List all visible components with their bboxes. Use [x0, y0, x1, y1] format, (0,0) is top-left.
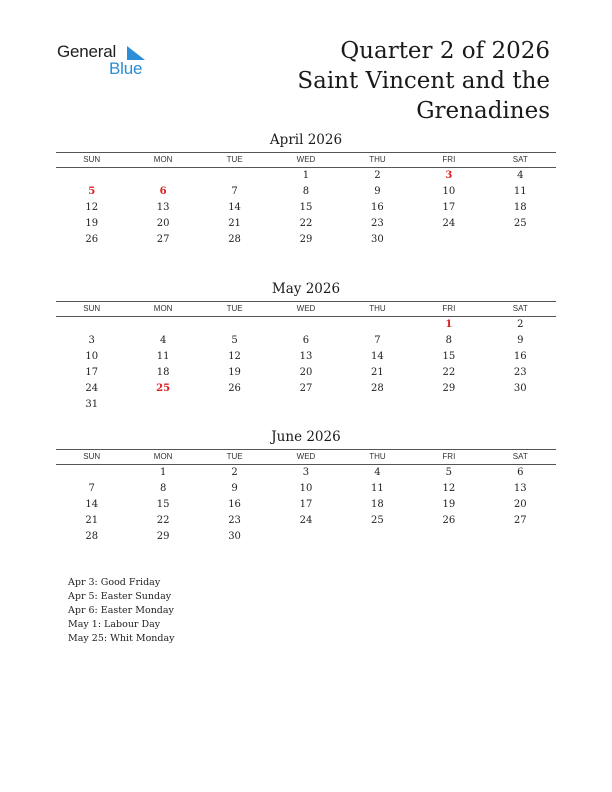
title-line-1: Quarter 2 of 2026: [340, 38, 550, 64]
weekday-label: WED: [296, 155, 316, 164]
day-cell: 27: [299, 383, 313, 394]
day-cell: 25: [371, 515, 384, 526]
weekday-label: TUE: [226, 155, 243, 164]
month-calendar: [56, 280, 556, 413]
day-cell: 27: [513, 515, 527, 526]
day-cell: 7: [88, 483, 95, 494]
day-cell: 6: [159, 186, 167, 197]
weekday-label: FRI: [442, 452, 456, 461]
day-cell: 5: [445, 467, 453, 478]
day-cell: 19: [228, 367, 241, 378]
day-cell: 8: [159, 483, 167, 494]
day-cell: 28: [228, 234, 241, 245]
day-cell: [199, 168, 270, 184]
day-cell: 4: [374, 467, 381, 478]
day-cell: 26: [442, 515, 456, 526]
holiday-item: Apr 6: Easter Monday: [68, 605, 174, 616]
day-cell: 17: [442, 202, 456, 213]
day-cell: 6: [517, 467, 524, 478]
holiday-item: Apr 3: Good Friday: [68, 577, 161, 588]
day-cell: 30: [371, 234, 384, 245]
week-row: [56, 481, 556, 497]
week-row: [56, 397, 556, 413]
day-cell: 26: [228, 383, 241, 394]
week-row: [56, 465, 556, 481]
weekday-label: WED: [296, 304, 316, 313]
day-cell: 16: [228, 499, 241, 510]
day-cell: 11: [513, 186, 527, 197]
day-cell: 19: [85, 218, 99, 229]
day-cell: [127, 317, 198, 333]
day-cell: 6: [302, 335, 310, 346]
day-cell: 22: [299, 218, 313, 229]
day-cell: [270, 397, 341, 413]
day-cell: [199, 317, 270, 333]
weekday-header: [56, 450, 556, 465]
week-row: [56, 497, 556, 513]
day-cell: 12: [442, 483, 456, 494]
day-cell: 15: [442, 351, 456, 362]
week-row: [56, 317, 556, 333]
holiday-item: May 25: Whit Monday: [68, 633, 175, 644]
day-cell: [127, 397, 198, 413]
day-cell: [413, 529, 484, 545]
weekday-label: WED: [296, 452, 316, 461]
title-line-2: Saint Vincent and the: [297, 68, 550, 94]
day-cell: 18: [156, 367, 170, 378]
week-row: [56, 168, 556, 184]
day-cell: 4: [517, 170, 524, 181]
day-cell: [342, 397, 413, 413]
day-cell: 13: [513, 483, 527, 494]
week-row: [56, 184, 556, 200]
day-cell: 18: [371, 499, 384, 510]
day-cell: 17: [299, 499, 313, 510]
day-cell: 24: [299, 515, 313, 526]
day-cell: [56, 168, 127, 184]
day-cell: 21: [85, 515, 99, 526]
day-cell: 9: [517, 335, 524, 346]
weekday-label: FRI: [442, 155, 456, 164]
page-title: [297, 36, 550, 126]
day-cell: 30: [513, 383, 527, 394]
day-cell: 14: [228, 202, 241, 213]
month-calendar: [56, 428, 556, 545]
day-cell: 29: [442, 383, 456, 394]
day-cell: 22: [156, 515, 170, 526]
holiday-list: [68, 576, 175, 646]
day-cell: 24: [85, 383, 99, 394]
day-cell: 23: [513, 367, 527, 378]
day-cell: 3: [88, 335, 95, 346]
day-cell: 13: [156, 202, 170, 213]
day-cell: 15: [299, 202, 313, 213]
day-cell: 29: [299, 234, 313, 245]
weekday-label: SAT: [512, 304, 528, 313]
weekday-label: SUN: [83, 155, 101, 164]
day-cell: [56, 465, 127, 481]
day-cell: 10: [442, 186, 456, 197]
day-cell: 3: [445, 170, 453, 181]
day-cell: 13: [299, 351, 313, 362]
day-cell: [270, 317, 341, 333]
weekday-header: [56, 302, 556, 317]
day-cell: 31: [85, 399, 99, 410]
month-calendar: [56, 131, 556, 248]
logo-general-text: General: [57, 42, 117, 61]
day-cell: 5: [231, 335, 238, 346]
weekday-label: SAT: [512, 452, 528, 461]
title-line-3: Grenadines: [416, 98, 550, 124]
day-cell: 3: [302, 467, 310, 478]
month-title: May 2026: [271, 281, 341, 297]
generalblue-logo: [57, 42, 167, 82]
month-title: June 2026: [271, 429, 341, 445]
day-cell: 18: [513, 202, 527, 213]
week-row: [56, 232, 556, 248]
holiday-item: Apr 5: Easter Sunday: [68, 591, 172, 602]
day-cell: 15: [156, 499, 170, 510]
day-cell: 10: [299, 483, 313, 494]
weekday-label: THU: [369, 155, 386, 164]
day-cell: 20: [513, 499, 527, 510]
week-row: [56, 529, 556, 545]
week-row: [56, 513, 556, 529]
day-cell: 5: [88, 186, 96, 197]
week-row: [56, 200, 556, 216]
day-cell: 7: [231, 186, 238, 197]
week-row: [56, 216, 556, 232]
day-cell: 1: [302, 170, 310, 181]
day-cell: [485, 529, 556, 545]
day-cell: 20: [156, 218, 170, 229]
day-cell: 30: [228, 531, 241, 542]
day-cell: 16: [513, 351, 527, 362]
weekday-label: TUE: [226, 304, 243, 313]
day-cell: [199, 397, 270, 413]
day-cell: 12: [85, 202, 99, 213]
day-cell: [413, 397, 484, 413]
day-cell: 7: [374, 335, 381, 346]
day-cell: 10: [85, 351, 99, 362]
day-cell: 9: [374, 186, 381, 197]
month-grid: [56, 301, 556, 413]
weekday-label: SAT: [512, 155, 528, 164]
day-cell: [342, 529, 413, 545]
day-cell: 8: [445, 335, 453, 346]
day-cell: 17: [85, 367, 99, 378]
day-cell: 25: [156, 383, 171, 394]
day-cell: 2: [517, 319, 524, 330]
day-cell: 2: [374, 170, 381, 181]
month-grid: [56, 152, 556, 248]
day-cell: [270, 529, 341, 545]
day-cell: 27: [156, 234, 170, 245]
weekday-header: [56, 153, 556, 168]
week-row: [56, 333, 556, 349]
month-title: April 2026: [269, 132, 343, 148]
day-cell: 14: [85, 499, 99, 510]
weekday-label: MON: [153, 304, 173, 313]
day-cell: 25: [513, 218, 527, 229]
day-cell: [485, 397, 556, 413]
day-cell: 23: [228, 515, 241, 526]
day-cell: 16: [371, 202, 384, 213]
day-cell: [342, 317, 413, 333]
day-cell: 23: [371, 218, 384, 229]
day-cell: [413, 232, 484, 248]
month-grid: [56, 449, 556, 545]
week-row: [56, 349, 556, 365]
day-cell: 21: [371, 367, 384, 378]
day-cell: 9: [231, 483, 238, 494]
day-cell: 19: [442, 499, 456, 510]
day-cell: 21: [228, 218, 241, 229]
day-cell: 1: [445, 319, 453, 330]
logo-blue-text: Blue: [109, 59, 143, 78]
day-cell: 14: [371, 351, 384, 362]
day-cell: 8: [302, 186, 310, 197]
day-cell: 2: [231, 467, 238, 478]
weekday-label: SUN: [83, 452, 101, 461]
day-cell: 11: [156, 351, 170, 362]
weekday-label: MON: [153, 452, 173, 461]
weekday-label: SUN: [83, 304, 101, 313]
weekday-label: THU: [369, 452, 386, 461]
day-cell: 29: [156, 531, 170, 542]
weekday-label: FRI: [442, 304, 456, 313]
day-cell: 28: [371, 383, 384, 394]
day-cell: 1: [159, 467, 167, 478]
day-cell: [127, 168, 198, 184]
day-cell: 11: [371, 483, 384, 494]
day-cell: [485, 232, 556, 248]
weekday-label: TUE: [226, 452, 243, 461]
holiday-item: May 1: Labour Day: [68, 619, 161, 630]
day-cell: [56, 317, 127, 333]
weekday-label: THU: [369, 304, 386, 313]
day-cell: 24: [442, 218, 456, 229]
day-cell: 4: [159, 335, 167, 346]
weekday-label: MON: [153, 155, 173, 164]
week-row: [56, 381, 556, 397]
day-cell: 22: [442, 367, 456, 378]
week-row: [56, 365, 556, 381]
day-cell: 12: [228, 351, 241, 362]
day-cell: 28: [85, 531, 99, 542]
day-cell: 26: [85, 234, 99, 245]
day-cell: 20: [299, 367, 313, 378]
